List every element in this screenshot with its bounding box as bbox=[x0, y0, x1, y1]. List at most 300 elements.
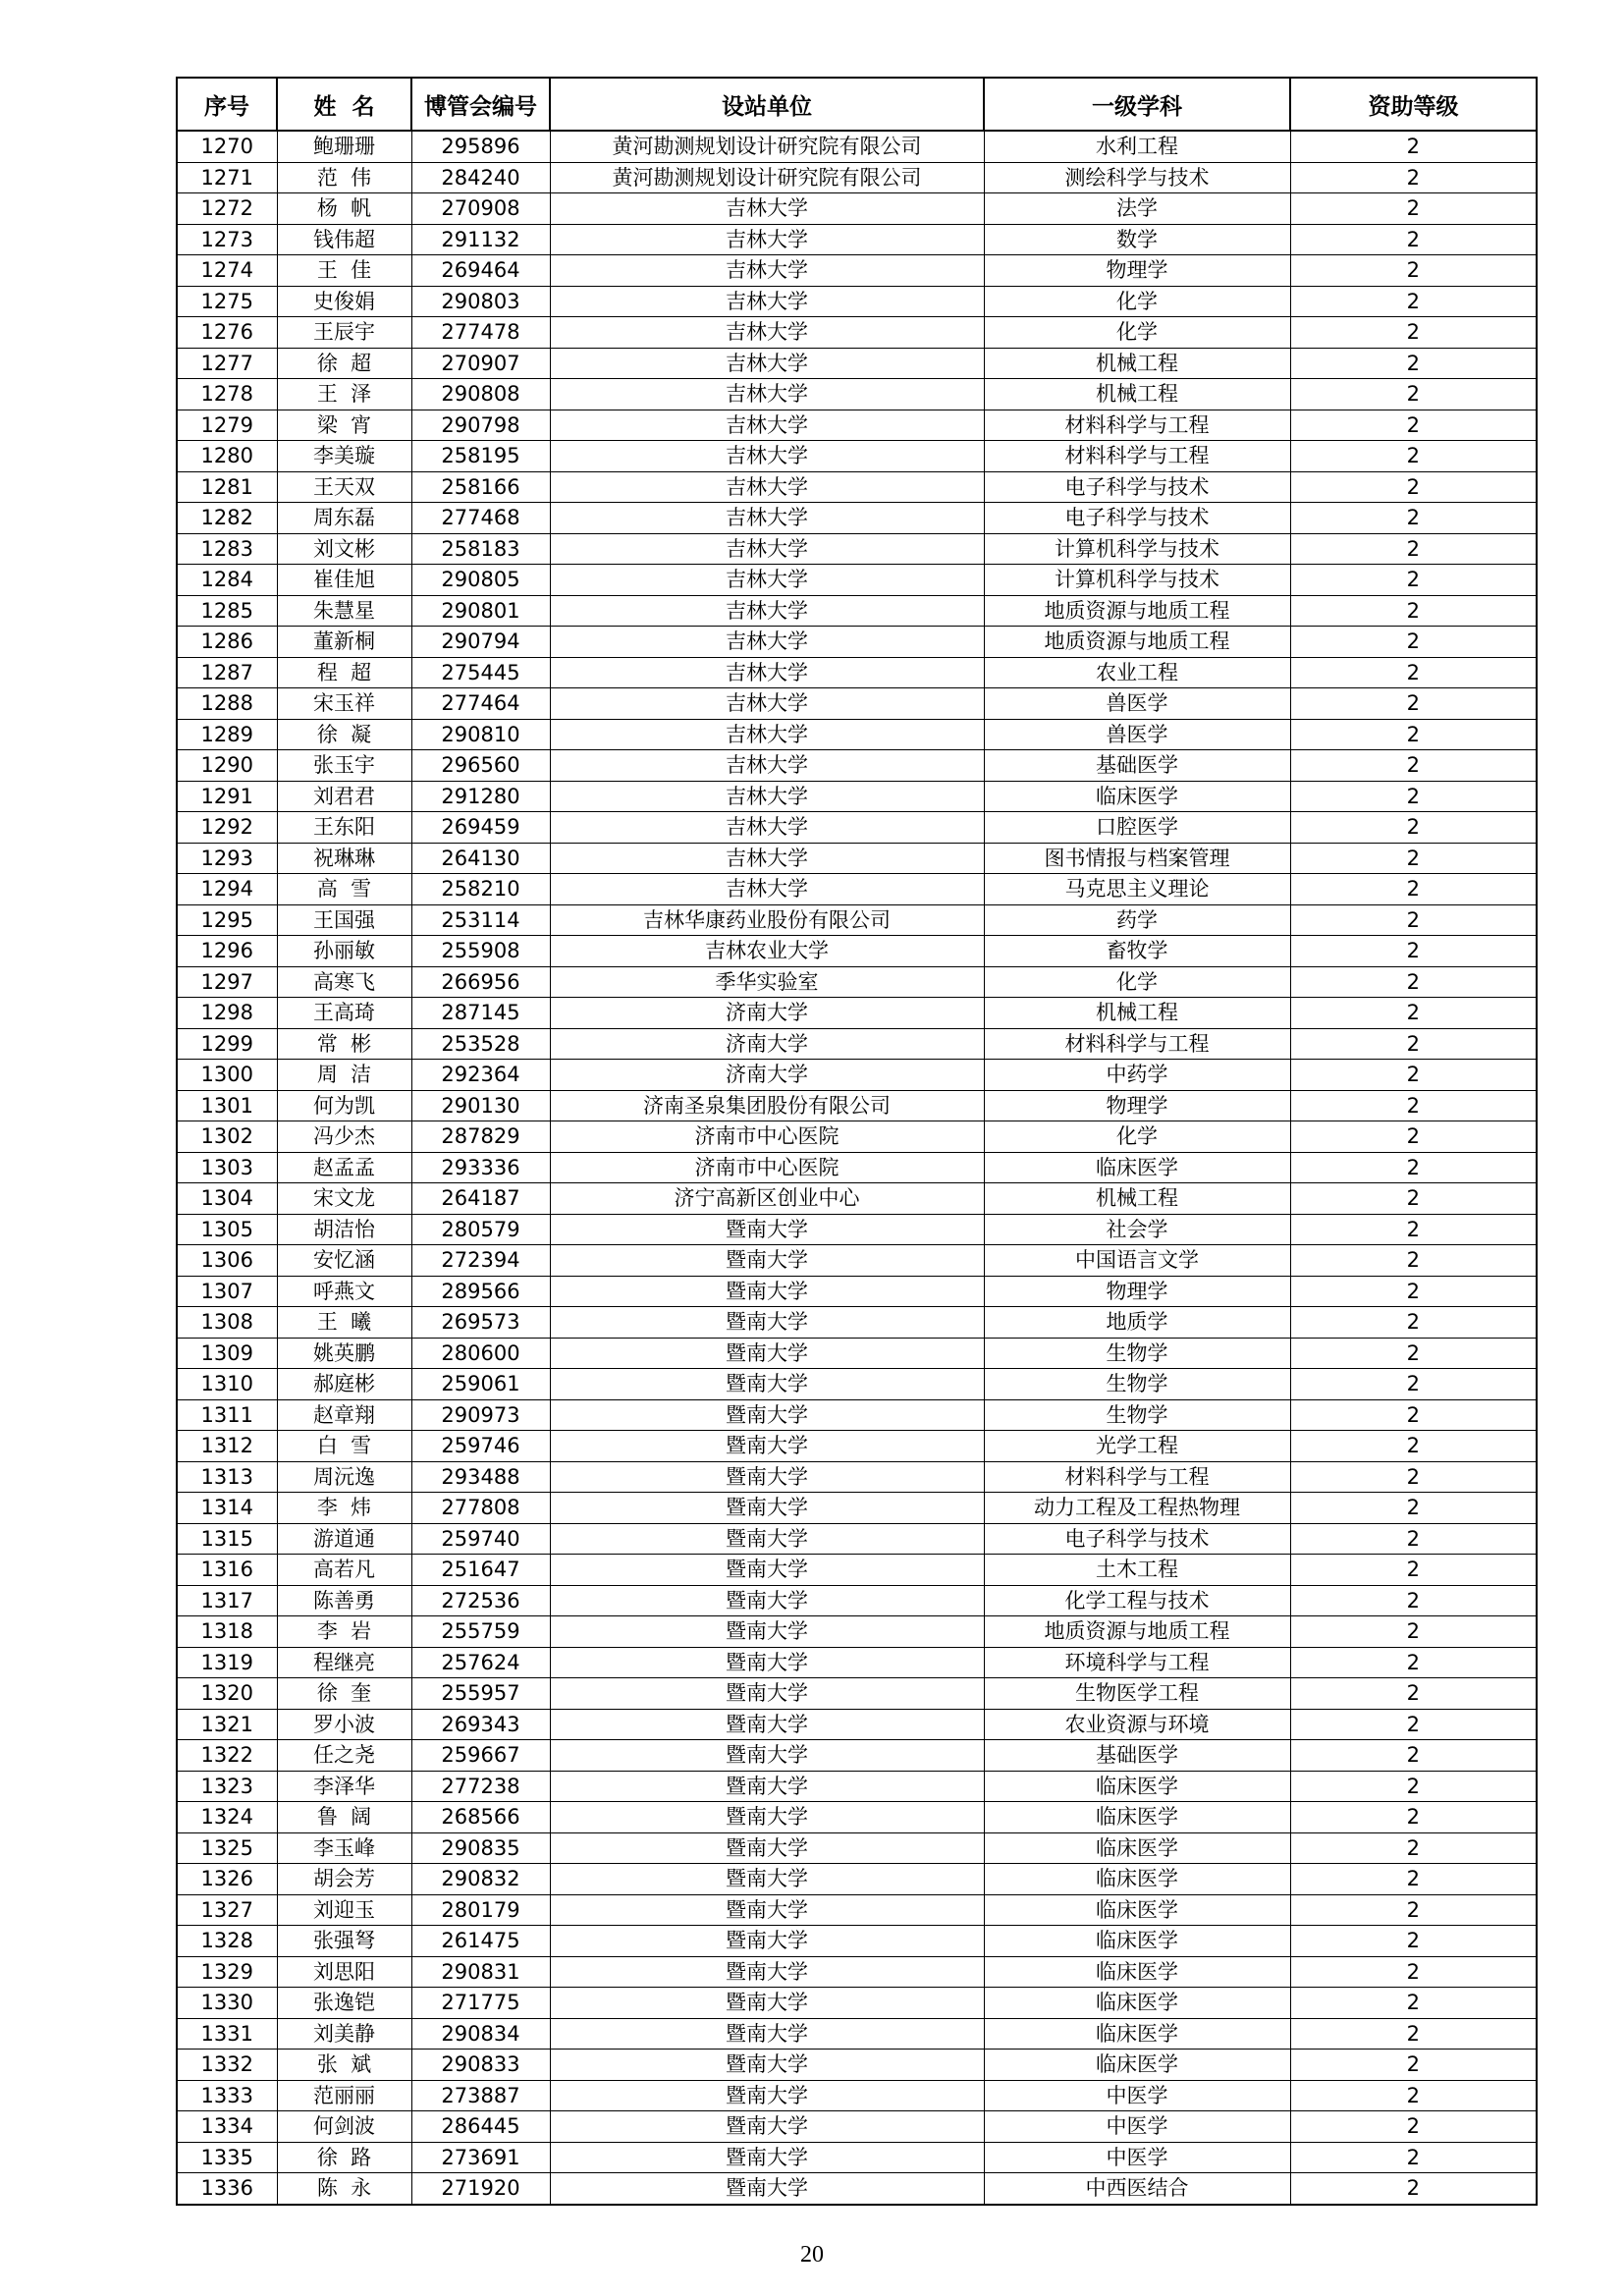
cell-discipline: 生物学 bbox=[984, 1399, 1290, 1431]
table-row bbox=[177, 1709, 1537, 1740]
cell-serial-number: 1322 bbox=[177, 1740, 277, 1772]
cell-registry-id: 257624 bbox=[411, 1647, 550, 1678]
cell-name: 孙丽敏 bbox=[277, 936, 411, 967]
cell-host-unit: 济南市中心医院 bbox=[550, 1152, 984, 1183]
cell-registry-id: 258183 bbox=[411, 533, 550, 565]
cell-funding-grade: 2 bbox=[1290, 503, 1537, 534]
table-row bbox=[177, 1926, 1537, 1957]
header-discipline: 一级学科 bbox=[984, 78, 1290, 131]
table-row bbox=[177, 781, 1537, 812]
cell-name: 杨 帆 bbox=[277, 193, 411, 225]
cell-serial-number: 1285 bbox=[177, 595, 277, 627]
cell-name: 李玉峰 bbox=[277, 1832, 411, 1864]
cell-serial-number: 1326 bbox=[177, 1864, 277, 1895]
cell-serial-number: 1298 bbox=[177, 998, 277, 1029]
table-row bbox=[177, 224, 1537, 255]
cell-name: 梁 宵 bbox=[277, 410, 411, 441]
cell-registry-id: 259061 bbox=[411, 1369, 550, 1400]
cell-registry-id: 268566 bbox=[411, 1802, 550, 1833]
cell-serial-number: 1328 bbox=[177, 1926, 277, 1957]
cell-name: 范丽丽 bbox=[277, 2080, 411, 2111]
cell-funding-grade: 2 bbox=[1290, 379, 1537, 410]
table-row bbox=[177, 2111, 1537, 2143]
cell-host-unit: 暨南大学 bbox=[550, 1461, 984, 1493]
cell-name: 何剑波 bbox=[277, 2111, 411, 2143]
cell-discipline: 图书情报与档案管理 bbox=[984, 843, 1290, 874]
cell-serial-number: 1272 bbox=[177, 193, 277, 225]
cell-host-unit: 吉林大学 bbox=[550, 781, 984, 812]
cell-serial-number: 1306 bbox=[177, 1245, 277, 1277]
cell-serial-number: 1270 bbox=[177, 131, 277, 162]
cell-host-unit: 吉林大学 bbox=[550, 255, 984, 287]
cell-registry-id: 290808 bbox=[411, 379, 550, 410]
table-row bbox=[177, 1956, 1537, 1988]
cell-discipline: 地质资源与地质工程 bbox=[984, 1616, 1290, 1648]
cell-funding-grade: 2 bbox=[1290, 781, 1537, 812]
cell-funding-grade: 2 bbox=[1290, 1431, 1537, 1462]
cell-serial-number: 1311 bbox=[177, 1399, 277, 1431]
cell-host-unit: 暨南大学 bbox=[550, 1894, 984, 1926]
cell-discipline: 物理学 bbox=[984, 1090, 1290, 1121]
cell-serial-number: 1320 bbox=[177, 1678, 277, 1710]
cell-name: 刘君君 bbox=[277, 781, 411, 812]
cell-registry-id: 264187 bbox=[411, 1183, 550, 1215]
cell-host-unit: 暨南大学 bbox=[550, 2018, 984, 2050]
cell-name: 胡会芳 bbox=[277, 1864, 411, 1895]
cell-discipline: 临床医学 bbox=[984, 781, 1290, 812]
cell-name: 陈 永 bbox=[277, 2173, 411, 2205]
cell-registry-id: 295896 bbox=[411, 131, 550, 162]
cell-funding-grade: 2 bbox=[1290, 162, 1537, 193]
cell-serial-number: 1331 bbox=[177, 2018, 277, 2050]
table-row bbox=[177, 1678, 1537, 1710]
cell-discipline: 临床医学 bbox=[984, 1802, 1290, 1833]
cell-host-unit: 暨南大学 bbox=[550, 1585, 984, 1616]
cell-discipline: 化学工程与技术 bbox=[984, 1585, 1290, 1616]
cell-name: 刘思阳 bbox=[277, 1956, 411, 1988]
cell-discipline: 化学 bbox=[984, 1121, 1290, 1153]
cell-host-unit: 暨南大学 bbox=[550, 2050, 984, 2081]
cell-host-unit: 暨南大学 bbox=[550, 1431, 984, 1462]
cell-funding-grade: 2 bbox=[1290, 286, 1537, 317]
cell-host-unit: 暨南大学 bbox=[550, 1956, 984, 1988]
cell-name: 常 彬 bbox=[277, 1028, 411, 1060]
table-row bbox=[177, 843, 1537, 874]
cell-host-unit: 暨南大学 bbox=[550, 1864, 984, 1895]
cell-host-unit: 暨南大学 bbox=[550, 1616, 984, 1648]
table-row bbox=[177, 1523, 1537, 1555]
table-row bbox=[177, 255, 1537, 287]
table-row bbox=[177, 379, 1537, 410]
table-row bbox=[177, 2080, 1537, 2111]
cell-discipline: 畜牧学 bbox=[984, 936, 1290, 967]
cell-name: 董新桐 bbox=[277, 627, 411, 658]
cell-host-unit: 暨南大学 bbox=[550, 2173, 984, 2205]
cell-funding-grade: 2 bbox=[1290, 998, 1537, 1029]
cell-funding-grade: 2 bbox=[1290, 966, 1537, 998]
table-row bbox=[177, 595, 1537, 627]
cell-funding-grade: 2 bbox=[1290, 1121, 1537, 1153]
cell-name: 陈善勇 bbox=[277, 1585, 411, 1616]
cell-name: 史俊娟 bbox=[277, 286, 411, 317]
cell-registry-id: 272536 bbox=[411, 1585, 550, 1616]
table-row bbox=[177, 2173, 1537, 2205]
cell-name: 张逸铠 bbox=[277, 1988, 411, 2019]
table-row bbox=[177, 1152, 1537, 1183]
cell-funding-grade: 2 bbox=[1290, 595, 1537, 627]
cell-registry-id: 269343 bbox=[411, 1709, 550, 1740]
cell-discipline: 水利工程 bbox=[984, 131, 1290, 162]
cell-host-unit: 季华实验室 bbox=[550, 966, 984, 998]
cell-host-unit: 吉林大学 bbox=[550, 379, 984, 410]
cell-discipline: 临床医学 bbox=[984, 1926, 1290, 1957]
cell-funding-grade: 2 bbox=[1290, 812, 1537, 844]
cell-serial-number: 1336 bbox=[177, 2173, 277, 2205]
cell-discipline: 临床医学 bbox=[984, 1956, 1290, 1988]
table-row bbox=[177, 812, 1537, 844]
cell-funding-grade: 2 bbox=[1290, 1555, 1537, 1586]
cell-discipline: 生物学 bbox=[984, 1369, 1290, 1400]
cell-serial-number: 1330 bbox=[177, 1988, 277, 2019]
cell-name: 何为凯 bbox=[277, 1090, 411, 1121]
cell-host-unit: 济南大学 bbox=[550, 998, 984, 1029]
cell-serial-number: 1321 bbox=[177, 1709, 277, 1740]
table-row bbox=[177, 1060, 1537, 1091]
table-row bbox=[177, 2018, 1537, 2050]
cell-serial-number: 1289 bbox=[177, 719, 277, 750]
cell-serial-number: 1327 bbox=[177, 1894, 277, 1926]
cell-serial-number: 1317 bbox=[177, 1585, 277, 1616]
cell-funding-grade: 2 bbox=[1290, 1926, 1537, 1957]
cell-host-unit: 吉林大学 bbox=[550, 843, 984, 874]
header-registry-id: 博管会编号 bbox=[411, 78, 550, 131]
cell-host-unit: 吉林大学 bbox=[550, 565, 984, 596]
cell-funding-grade: 2 bbox=[1290, 1832, 1537, 1864]
cell-serial-number: 1286 bbox=[177, 627, 277, 658]
header-serial-number: 序号 bbox=[177, 78, 277, 131]
cell-name: 周沅逸 bbox=[277, 1461, 411, 1493]
cell-discipline: 机械工程 bbox=[984, 1183, 1290, 1215]
cell-registry-id: 251647 bbox=[411, 1555, 550, 1586]
table-row bbox=[177, 131, 1537, 162]
table-row bbox=[177, 1307, 1537, 1339]
cell-serial-number: 1312 bbox=[177, 1431, 277, 1462]
table-row bbox=[177, 1090, 1537, 1121]
cell-registry-id: 261475 bbox=[411, 1926, 550, 1957]
table-row bbox=[177, 688, 1537, 720]
cell-host-unit: 暨南大学 bbox=[550, 1832, 984, 1864]
cell-funding-grade: 2 bbox=[1290, 565, 1537, 596]
cell-funding-grade: 2 bbox=[1290, 657, 1537, 688]
cell-funding-grade: 2 bbox=[1290, 348, 1537, 379]
cell-registry-id: 290810 bbox=[411, 719, 550, 750]
cell-funding-grade: 2 bbox=[1290, 750, 1537, 782]
cell-discipline: 电子科学与技术 bbox=[984, 503, 1290, 534]
cell-host-unit: 济南大学 bbox=[550, 1028, 984, 1060]
table-row bbox=[177, 904, 1537, 936]
cell-name: 游道通 bbox=[277, 1523, 411, 1555]
cell-discipline: 地质资源与地质工程 bbox=[984, 595, 1290, 627]
table-row bbox=[177, 1740, 1537, 1772]
cell-serial-number: 1283 bbox=[177, 533, 277, 565]
table-header-row bbox=[177, 78, 1537, 131]
cell-serial-number: 1284 bbox=[177, 565, 277, 596]
cell-name: 王东阳 bbox=[277, 812, 411, 844]
cell-discipline: 中药学 bbox=[984, 1060, 1290, 1091]
cell-name: 王辰宇 bbox=[277, 317, 411, 349]
cell-host-unit: 暨南大学 bbox=[550, 1988, 984, 2019]
cell-host-unit: 吉林大学 bbox=[550, 688, 984, 720]
table-row bbox=[177, 1028, 1537, 1060]
cell-discipline: 机械工程 bbox=[984, 998, 1290, 1029]
cell-registry-id: 290832 bbox=[411, 1864, 550, 1895]
cell-name: 崔佳旭 bbox=[277, 565, 411, 596]
cell-discipline: 临床医学 bbox=[984, 1832, 1290, 1864]
cell-discipline: 计算机科学与技术 bbox=[984, 565, 1290, 596]
table-row bbox=[177, 657, 1537, 688]
cell-discipline: 材料科学与工程 bbox=[984, 441, 1290, 472]
cell-host-unit: 暨南大学 bbox=[550, 2111, 984, 2143]
cell-discipline: 农业工程 bbox=[984, 657, 1290, 688]
table-row bbox=[177, 1988, 1537, 2019]
cell-discipline: 光学工程 bbox=[984, 1431, 1290, 1462]
cell-name: 徐 超 bbox=[277, 348, 411, 379]
cell-serial-number: 1288 bbox=[177, 688, 277, 720]
cell-serial-number: 1314 bbox=[177, 1493, 277, 1524]
cell-discipline: 材料科学与工程 bbox=[984, 1028, 1290, 1060]
cell-registry-id: 290794 bbox=[411, 627, 550, 658]
cell-funding-grade: 2 bbox=[1290, 131, 1537, 162]
cell-name: 王国强 bbox=[277, 904, 411, 936]
cell-name: 张玉宇 bbox=[277, 750, 411, 782]
cell-name: 王 曦 bbox=[277, 1307, 411, 1339]
cell-funding-grade: 2 bbox=[1290, 1740, 1537, 1772]
cell-host-unit: 吉林大学 bbox=[550, 812, 984, 844]
cell-funding-grade: 2 bbox=[1290, 1678, 1537, 1710]
cell-registry-id: 290130 bbox=[411, 1090, 550, 1121]
cell-registry-id: 271920 bbox=[411, 2173, 550, 2205]
cell-host-unit: 暨南大学 bbox=[550, 2080, 984, 2111]
cell-registry-id: 290803 bbox=[411, 286, 550, 317]
cell-host-unit: 暨南大学 bbox=[550, 1771, 984, 1802]
cell-discipline: 基础医学 bbox=[984, 1740, 1290, 1772]
table-row bbox=[177, 1647, 1537, 1678]
cell-serial-number: 1275 bbox=[177, 286, 277, 317]
table-row bbox=[177, 966, 1537, 998]
cell-name: 郝庭彬 bbox=[277, 1369, 411, 1400]
cell-funding-grade: 2 bbox=[1290, 2050, 1537, 2081]
cell-registry-id: 259667 bbox=[411, 1740, 550, 1772]
cell-discipline: 地质学 bbox=[984, 1307, 1290, 1339]
cell-funding-grade: 2 bbox=[1290, 1183, 1537, 1215]
cell-funding-grade: 2 bbox=[1290, 1523, 1537, 1555]
table-row bbox=[177, 317, 1537, 349]
cell-discipline: 法学 bbox=[984, 193, 1290, 225]
cell-registry-id: 269464 bbox=[411, 255, 550, 287]
cell-host-unit: 暨南大学 bbox=[550, 1338, 984, 1369]
cell-registry-id: 277808 bbox=[411, 1493, 550, 1524]
cell-serial-number: 1274 bbox=[177, 255, 277, 287]
cell-name: 李 岩 bbox=[277, 1616, 411, 1648]
cell-registry-id: 290801 bbox=[411, 595, 550, 627]
cell-host-unit: 济宁高新区创业中心 bbox=[550, 1183, 984, 1215]
cell-name: 罗小波 bbox=[277, 1709, 411, 1740]
cell-name: 张 斌 bbox=[277, 2050, 411, 2081]
cell-registry-id: 266956 bbox=[411, 966, 550, 998]
cell-funding-grade: 2 bbox=[1290, 1493, 1537, 1524]
cell-discipline: 化学 bbox=[984, 317, 1290, 349]
table-row bbox=[177, 2050, 1537, 2081]
cell-serial-number: 1310 bbox=[177, 1369, 277, 1400]
cell-registry-id: 287829 bbox=[411, 1121, 550, 1153]
cell-name: 王 佳 bbox=[277, 255, 411, 287]
cell-host-unit: 吉林大学 bbox=[550, 224, 984, 255]
cell-serial-number: 1294 bbox=[177, 874, 277, 905]
cell-discipline: 临床医学 bbox=[984, 1771, 1290, 1802]
cell-funding-grade: 2 bbox=[1290, 627, 1537, 658]
cell-registry-id: 291280 bbox=[411, 781, 550, 812]
cell-registry-id: 291132 bbox=[411, 224, 550, 255]
cell-host-unit: 暨南大学 bbox=[550, 1647, 984, 1678]
cell-discipline: 材料科学与工程 bbox=[984, 1461, 1290, 1493]
cell-name: 刘美静 bbox=[277, 2018, 411, 2050]
cell-funding-grade: 2 bbox=[1290, 719, 1537, 750]
cell-name: 宋文龙 bbox=[277, 1183, 411, 1215]
table-row bbox=[177, 1214, 1537, 1245]
cell-registry-id: 293336 bbox=[411, 1152, 550, 1183]
table-row bbox=[177, 750, 1537, 782]
cell-serial-number: 1296 bbox=[177, 936, 277, 967]
cell-name: 赵孟孟 bbox=[277, 1152, 411, 1183]
cell-name: 徐 凝 bbox=[277, 719, 411, 750]
cell-funding-grade: 2 bbox=[1290, 410, 1537, 441]
cell-host-unit: 吉林大学 bbox=[550, 441, 984, 472]
cell-serial-number: 1300 bbox=[177, 1060, 277, 1091]
cell-registry-id: 258166 bbox=[411, 471, 550, 503]
cell-funding-grade: 2 bbox=[1290, 1399, 1537, 1431]
cell-host-unit: 暨南大学 bbox=[550, 1276, 984, 1307]
cell-host-unit: 吉林大学 bbox=[550, 193, 984, 225]
cell-funding-grade: 2 bbox=[1290, 533, 1537, 565]
cell-discipline: 数学 bbox=[984, 224, 1290, 255]
table-row bbox=[177, 1461, 1537, 1493]
cell-discipline: 临床医学 bbox=[984, 1988, 1290, 2019]
cell-discipline: 环境科学与工程 bbox=[984, 1647, 1290, 1678]
cell-host-unit: 吉林大学 bbox=[550, 719, 984, 750]
cell-registry-id: 290831 bbox=[411, 1956, 550, 1988]
cell-registry-id: 290833 bbox=[411, 2050, 550, 2081]
cell-serial-number: 1329 bbox=[177, 1956, 277, 1988]
table-row bbox=[177, 936, 1537, 967]
cell-name: 刘文彬 bbox=[277, 533, 411, 565]
cell-registry-id: 275445 bbox=[411, 657, 550, 688]
cell-name: 鲁 阔 bbox=[277, 1802, 411, 1833]
cell-funding-grade: 2 bbox=[1290, 317, 1537, 349]
cell-registry-id: 277468 bbox=[411, 503, 550, 534]
cell-name: 张强弩 bbox=[277, 1926, 411, 1957]
cell-serial-number: 1297 bbox=[177, 966, 277, 998]
cell-serial-number: 1301 bbox=[177, 1090, 277, 1121]
header-name: 姓 名 bbox=[277, 78, 411, 131]
cell-host-unit: 吉林华康药业股份有限公司 bbox=[550, 904, 984, 936]
table-row bbox=[177, 627, 1537, 658]
cell-name: 宋玉祥 bbox=[277, 688, 411, 720]
cell-funding-grade: 2 bbox=[1290, 2173, 1537, 2205]
cell-registry-id: 286445 bbox=[411, 2111, 550, 2143]
cell-serial-number: 1313 bbox=[177, 1461, 277, 1493]
cell-name: 王高琦 bbox=[277, 998, 411, 1029]
cell-discipline: 机械工程 bbox=[984, 348, 1290, 379]
table-row bbox=[177, 1802, 1537, 1833]
table-row bbox=[177, 998, 1537, 1029]
cell-name: 安忆涵 bbox=[277, 1245, 411, 1277]
cell-serial-number: 1280 bbox=[177, 441, 277, 472]
cell-serial-number: 1287 bbox=[177, 657, 277, 688]
cell-discipline: 临床医学 bbox=[984, 2050, 1290, 2081]
cell-discipline: 中国语言文学 bbox=[984, 1245, 1290, 1277]
cell-serial-number: 1293 bbox=[177, 843, 277, 874]
cell-discipline: 生物医学工程 bbox=[984, 1678, 1290, 1710]
table-row bbox=[177, 410, 1537, 441]
cell-funding-grade: 2 bbox=[1290, 1616, 1537, 1648]
cell-name: 李 炜 bbox=[277, 1493, 411, 1524]
cell-host-unit: 暨南大学 bbox=[550, 1214, 984, 1245]
table-row bbox=[177, 162, 1537, 193]
cell-funding-grade: 2 bbox=[1290, 224, 1537, 255]
table-row bbox=[177, 441, 1537, 472]
cell-serial-number: 1271 bbox=[177, 162, 277, 193]
cell-name: 胡洁怡 bbox=[277, 1214, 411, 1245]
cell-registry-id: 293488 bbox=[411, 1461, 550, 1493]
cell-registry-id: 264130 bbox=[411, 843, 550, 874]
cell-funding-grade: 2 bbox=[1290, 1461, 1537, 1493]
cell-discipline: 测绘科学与技术 bbox=[984, 162, 1290, 193]
cell-host-unit: 吉林大学 bbox=[550, 874, 984, 905]
table-row bbox=[177, 2142, 1537, 2173]
cell-host-unit: 吉林农业大学 bbox=[550, 936, 984, 967]
table-row bbox=[177, 471, 1537, 503]
cell-host-unit: 吉林大学 bbox=[550, 471, 984, 503]
cell-discipline: 口腔医学 bbox=[984, 812, 1290, 844]
cell-registry-id: 277478 bbox=[411, 317, 550, 349]
header-funding-grade: 资助等级 bbox=[1290, 78, 1537, 131]
cell-registry-id: 277464 bbox=[411, 688, 550, 720]
cell-host-unit: 吉林大学 bbox=[550, 750, 984, 782]
cell-discipline: 计算机科学与技术 bbox=[984, 533, 1290, 565]
cell-host-unit: 暨南大学 bbox=[550, 1245, 984, 1277]
cell-registry-id: 290973 bbox=[411, 1399, 550, 1431]
cell-registry-id: 273887 bbox=[411, 2080, 550, 2111]
cell-host-unit: 暨南大学 bbox=[550, 1493, 984, 1524]
cell-name: 高 雪 bbox=[277, 874, 411, 905]
cell-discipline: 马克思主义理论 bbox=[984, 874, 1290, 905]
cell-funding-grade: 2 bbox=[1290, 1276, 1537, 1307]
cell-serial-number: 1324 bbox=[177, 1802, 277, 1833]
cell-registry-id: 253114 bbox=[411, 904, 550, 936]
cell-discipline: 化学 bbox=[984, 286, 1290, 317]
cell-funding-grade: 2 bbox=[1290, 1709, 1537, 1740]
cell-serial-number: 1307 bbox=[177, 1276, 277, 1307]
cell-name: 李美璇 bbox=[277, 441, 411, 472]
cell-serial-number: 1291 bbox=[177, 781, 277, 812]
cell-serial-number: 1318 bbox=[177, 1616, 277, 1648]
funding-roster-table bbox=[176, 77, 1538, 2206]
cell-discipline: 化学 bbox=[984, 966, 1290, 998]
cell-name: 鲍珊珊 bbox=[277, 131, 411, 162]
cell-host-unit: 吉林大学 bbox=[550, 595, 984, 627]
cell-serial-number: 1290 bbox=[177, 750, 277, 782]
cell-registry-id: 290835 bbox=[411, 1832, 550, 1864]
